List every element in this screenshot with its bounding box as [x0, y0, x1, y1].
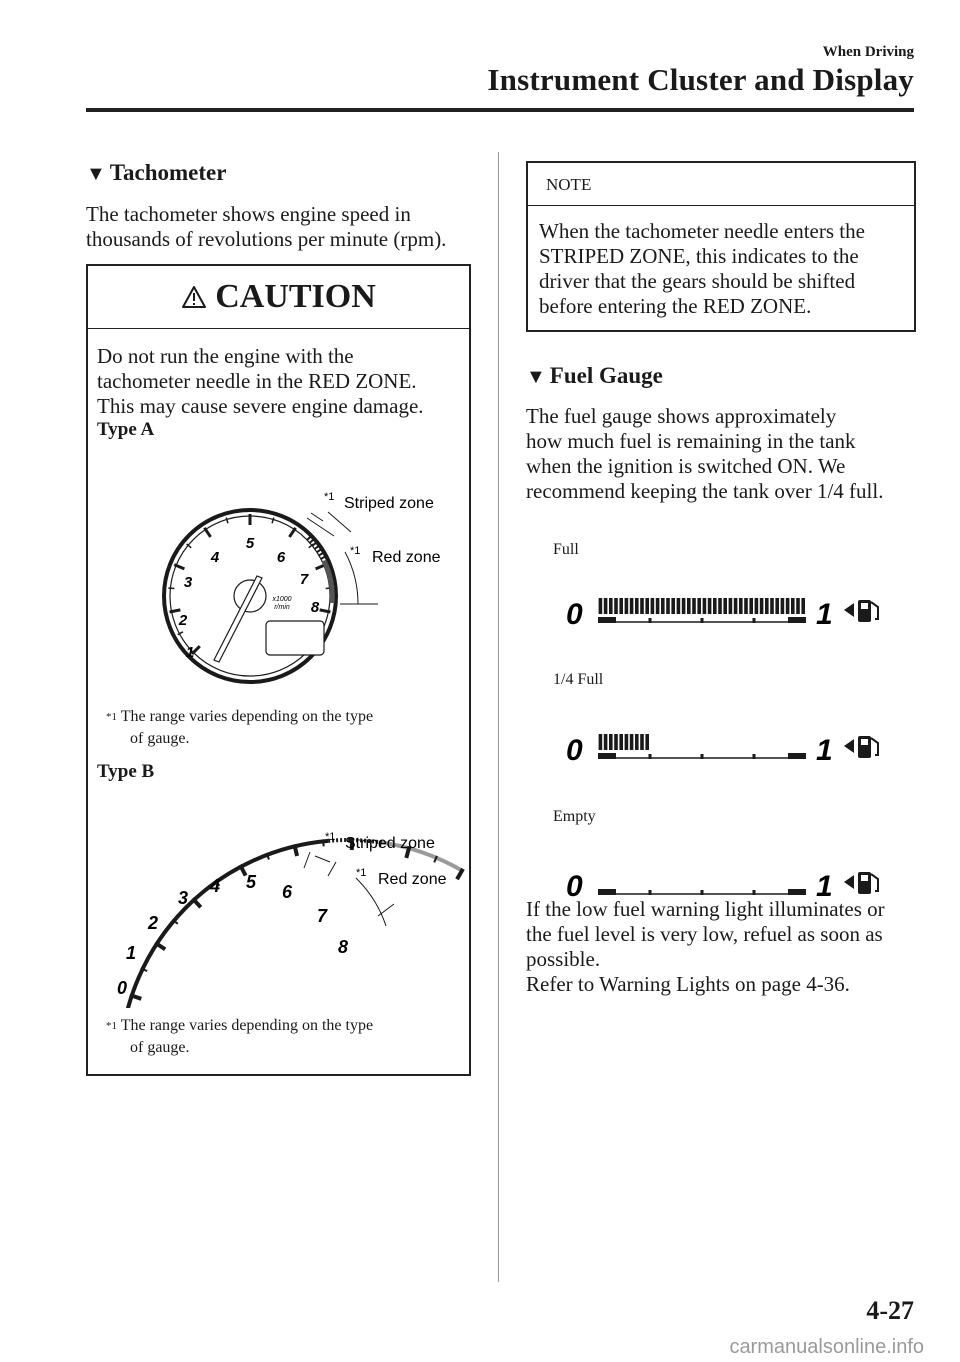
fuel-level-segment	[723, 598, 727, 614]
fuel-level-label: Empty	[553, 808, 596, 825]
dial-number: 0	[116, 978, 128, 998]
fuel-level-segment	[625, 598, 629, 614]
major-tick	[320, 610, 331, 612]
note-title: NOTE	[546, 175, 592, 194]
fuel-level-segment	[781, 598, 785, 614]
striped-zone-label: Striped zone	[344, 495, 434, 512]
pump-window	[861, 603, 868, 609]
fuel-level-segment	[703, 598, 707, 614]
scale-max-label: 1	[816, 870, 833, 903]
dial-number: 4	[210, 549, 220, 566]
dial-number: 1	[185, 644, 195, 661]
scale-min-label: 0	[566, 598, 583, 631]
tachometer-heading-text: Tachometer	[109, 160, 227, 185]
text-line: The tachometer shows engine speed in	[86, 202, 411, 226]
text-line: when the ignition is switched ON. We	[526, 454, 846, 478]
header-rule	[86, 108, 914, 112]
triangle-left-icon	[844, 875, 854, 889]
note-header	[528, 163, 914, 206]
scale-max-label: 1	[816, 598, 833, 631]
callout-line	[378, 904, 394, 916]
fuel-level-segment	[791, 598, 795, 614]
striped-zone-label: Striped zone	[345, 835, 435, 852]
fuel-gauge-full	[560, 586, 890, 634]
footnote-mark: *1	[324, 491, 335, 503]
fuel-level-segment	[645, 734, 649, 750]
tachometer-intro	[86, 202, 446, 252]
text-line: tachometer needle in the RED ZONE.	[97, 369, 417, 393]
fuel-level-segment	[765, 598, 769, 614]
scale-tick	[753, 618, 756, 623]
fuel-level-segment	[609, 734, 613, 750]
column-divider	[498, 152, 499, 1282]
caution-header	[88, 266, 469, 329]
scale-end-mark	[788, 889, 806, 895]
callout-arrow	[315, 856, 330, 862]
scale-tick	[649, 890, 652, 895]
scale-tick	[649, 618, 652, 623]
type-a-label: Type A	[97, 419, 155, 440]
fuel-level-segment	[749, 598, 753, 614]
fuel-pump-icon	[858, 736, 878, 758]
fuel-level-label: 1/4 Full	[553, 671, 604, 688]
fuel-level-segment	[682, 598, 686, 614]
fuel-level-segment	[755, 598, 759, 614]
dial-number: 5	[245, 872, 257, 892]
fuel-level-segment	[697, 598, 701, 614]
fuel-level-segment	[796, 598, 800, 614]
fuel-level-segment	[630, 598, 634, 614]
scale-tick	[701, 890, 704, 895]
text-line: The fuel gauge shows approximately	[526, 404, 837, 428]
fuel-level-segment	[599, 734, 603, 750]
pump-hose	[871, 602, 878, 619]
fuel-gauge-intro	[526, 404, 883, 504]
fuel-level-segment	[666, 598, 670, 614]
pump-window	[861, 875, 868, 881]
callout-arc	[345, 552, 358, 604]
fuel-level-segment	[801, 598, 805, 614]
text-line: Do not run the engine with the	[97, 344, 354, 368]
dial-number: 4	[209, 876, 221, 896]
fuel-level-segment	[604, 598, 608, 614]
dial-number: 7	[316, 906, 328, 926]
dial-number: 5	[245, 535, 255, 552]
fuel-level-segment	[708, 598, 712, 614]
watermark: carmanualsonline.info	[729, 1336, 924, 1358]
fuel-level-segment	[692, 598, 696, 614]
fuel-level-segment	[635, 734, 639, 750]
info-display	[266, 621, 324, 655]
fuel-level-segment	[734, 598, 738, 614]
footnote-line: of gauge.	[130, 1039, 190, 1056]
fuel-level-segment	[718, 598, 722, 614]
triangle-left-icon	[844, 603, 854, 617]
type-b-label: Type B	[97, 761, 155, 782]
fuel-level-segment	[677, 598, 681, 614]
footnote-line: The range varies depending on the type	[120, 1017, 374, 1034]
scale-min-label: 0	[566, 734, 583, 767]
footnote-mark: *1	[106, 1020, 117, 1032]
warning-triangle-icon	[181, 285, 207, 309]
footnote-line: The range varies depending on the type	[120, 708, 374, 725]
fuel-level-segment	[775, 598, 779, 614]
page-number: 4-27	[866, 1296, 914, 1325]
fuel-level-segment	[770, 598, 774, 614]
text-line: When the tachometer needle enters the	[539, 219, 865, 243]
footnote-mark: *1	[350, 545, 361, 557]
fuel-level-segment	[713, 598, 717, 614]
dial-number: 2	[178, 612, 188, 629]
dial-number: 7	[299, 571, 309, 588]
scale-end-mark	[788, 753, 806, 759]
text-line: driver that the gears should be shifted	[539, 269, 856, 293]
scale-max-label: 1	[816, 734, 833, 767]
fuel-gauge-heading-text: Fuel Gauge	[549, 363, 663, 388]
dial-number: 6	[276, 549, 286, 566]
dial-number: 3	[183, 574, 193, 591]
text-line: before entering the RED ZONE.	[539, 294, 812, 318]
text-line: STRIPED ZONE, this indicates to the	[539, 244, 859, 268]
text-line: Refer to Warning Lights on page 4-36.	[526, 972, 850, 996]
scale-min-label: 0	[566, 870, 583, 903]
footnote-mark: *1	[325, 831, 336, 843]
caution-text	[97, 344, 424, 419]
fuel-gauge-quarter	[560, 722, 890, 770]
fuel-pump-icon	[858, 600, 878, 622]
minor-tick	[168, 588, 174, 589]
callout-line	[328, 862, 336, 876]
fuel-level-segment	[744, 598, 748, 614]
major-tick	[294, 844, 297, 856]
type-a-footnote	[106, 706, 373, 750]
fuel-pump-icon	[858, 872, 878, 894]
dial-number: 8	[310, 599, 320, 616]
scale-end-mark	[598, 753, 616, 759]
fuel-level-segment	[609, 598, 613, 614]
fuel-level-segment	[656, 598, 660, 614]
note-box	[526, 161, 916, 332]
dial-number: 1	[125, 943, 137, 963]
section-marker-icon: ▼	[86, 163, 106, 185]
callout-arrow	[311, 513, 323, 521]
fuel-level-segment	[625, 734, 629, 750]
fuel-level-segment	[630, 734, 634, 750]
scale-end-mark	[598, 889, 616, 895]
dial-number: 3	[177, 888, 189, 908]
scale-end-mark	[598, 617, 616, 623]
scale-tick	[649, 754, 652, 759]
fuel-level-segment	[645, 598, 649, 614]
tachometer-heading	[86, 160, 226, 186]
type-b-tachometer-figure	[88, 818, 469, 1008]
fuel-level-segment	[635, 598, 639, 614]
footnote-line: of gauge.	[130, 730, 190, 747]
fuel-level-segment	[619, 734, 623, 750]
text-line: possible.	[526, 947, 601, 971]
fuel-gauge-heading	[526, 363, 663, 389]
pump-hose	[871, 738, 878, 755]
type-b-footnote	[106, 1015, 373, 1059]
pump-window	[861, 739, 868, 745]
footnote-mark: *1	[106, 711, 117, 723]
scale-tick	[753, 890, 756, 895]
fuel-level-segment	[687, 598, 691, 614]
text-line: how much fuel is remaining in the tank	[526, 429, 856, 453]
red-zone-label: Red zone	[378, 871, 447, 888]
section-marker-icon: ▼	[526, 366, 546, 388]
triangle-left-icon	[844, 739, 854, 753]
caution-title: CAUTION	[215, 278, 376, 315]
fuel-level-segment	[786, 598, 790, 614]
pump-hose	[871, 874, 878, 891]
fuel-level-segment	[640, 734, 644, 750]
fuel-level-segment	[671, 598, 675, 614]
footnote-mark: *1	[356, 867, 367, 879]
caution-box	[86, 264, 471, 1076]
text-line: This may cause severe engine damage.	[97, 394, 424, 418]
fuel-gauge-outro	[526, 897, 885, 997]
fuel-level-segment	[614, 598, 618, 614]
major-tick	[155, 943, 165, 950]
minor-tick	[323, 839, 324, 846]
scale-end-mark	[788, 617, 806, 623]
text-line: thousands of revolutions per minute (rpm).	[86, 227, 447, 251]
fuel-level-segment	[760, 598, 764, 614]
dial-number: 2	[147, 913, 159, 933]
dial-number: 6	[281, 882, 293, 902]
note-text	[539, 219, 865, 319]
scale-tick	[701, 618, 704, 623]
fuel-level-segment	[614, 734, 618, 750]
type-a-tachometer-figure	[88, 476, 469, 716]
text-line: If the low fuel warning light illuminates or	[526, 897, 885, 921]
dial-number: 8	[337, 937, 349, 957]
text-line: the fuel level is very low, refuel as soon as	[526, 922, 883, 946]
callout-line	[304, 852, 310, 868]
fuel-level-segment	[599, 598, 603, 614]
section-title: When Driving	[822, 44, 914, 60]
page-title: Instrument Cluster and Display	[487, 62, 914, 97]
red-zone-label: Red zone	[372, 549, 441, 566]
text-line: recommend keeping the tank over 1/4 full.	[526, 479, 884, 503]
fuel-level-segment	[651, 598, 655, 614]
fuel-level-segment	[739, 598, 743, 614]
scale-tick	[753, 754, 756, 759]
unit-label: x1000	[272, 596, 292, 603]
fuel-level-label: Full	[553, 541, 579, 558]
fuel-level-segment	[661, 598, 665, 614]
fuel-level-segment	[604, 734, 608, 750]
callout-line	[328, 512, 351, 532]
scale-tick	[701, 754, 704, 759]
fuel-level-segment	[729, 598, 733, 614]
arc-gauge-scale	[116, 838, 463, 1008]
fuel-level-segment	[640, 598, 644, 614]
fuel-level-segment	[619, 598, 623, 614]
unit-label: r/min	[274, 604, 290, 611]
